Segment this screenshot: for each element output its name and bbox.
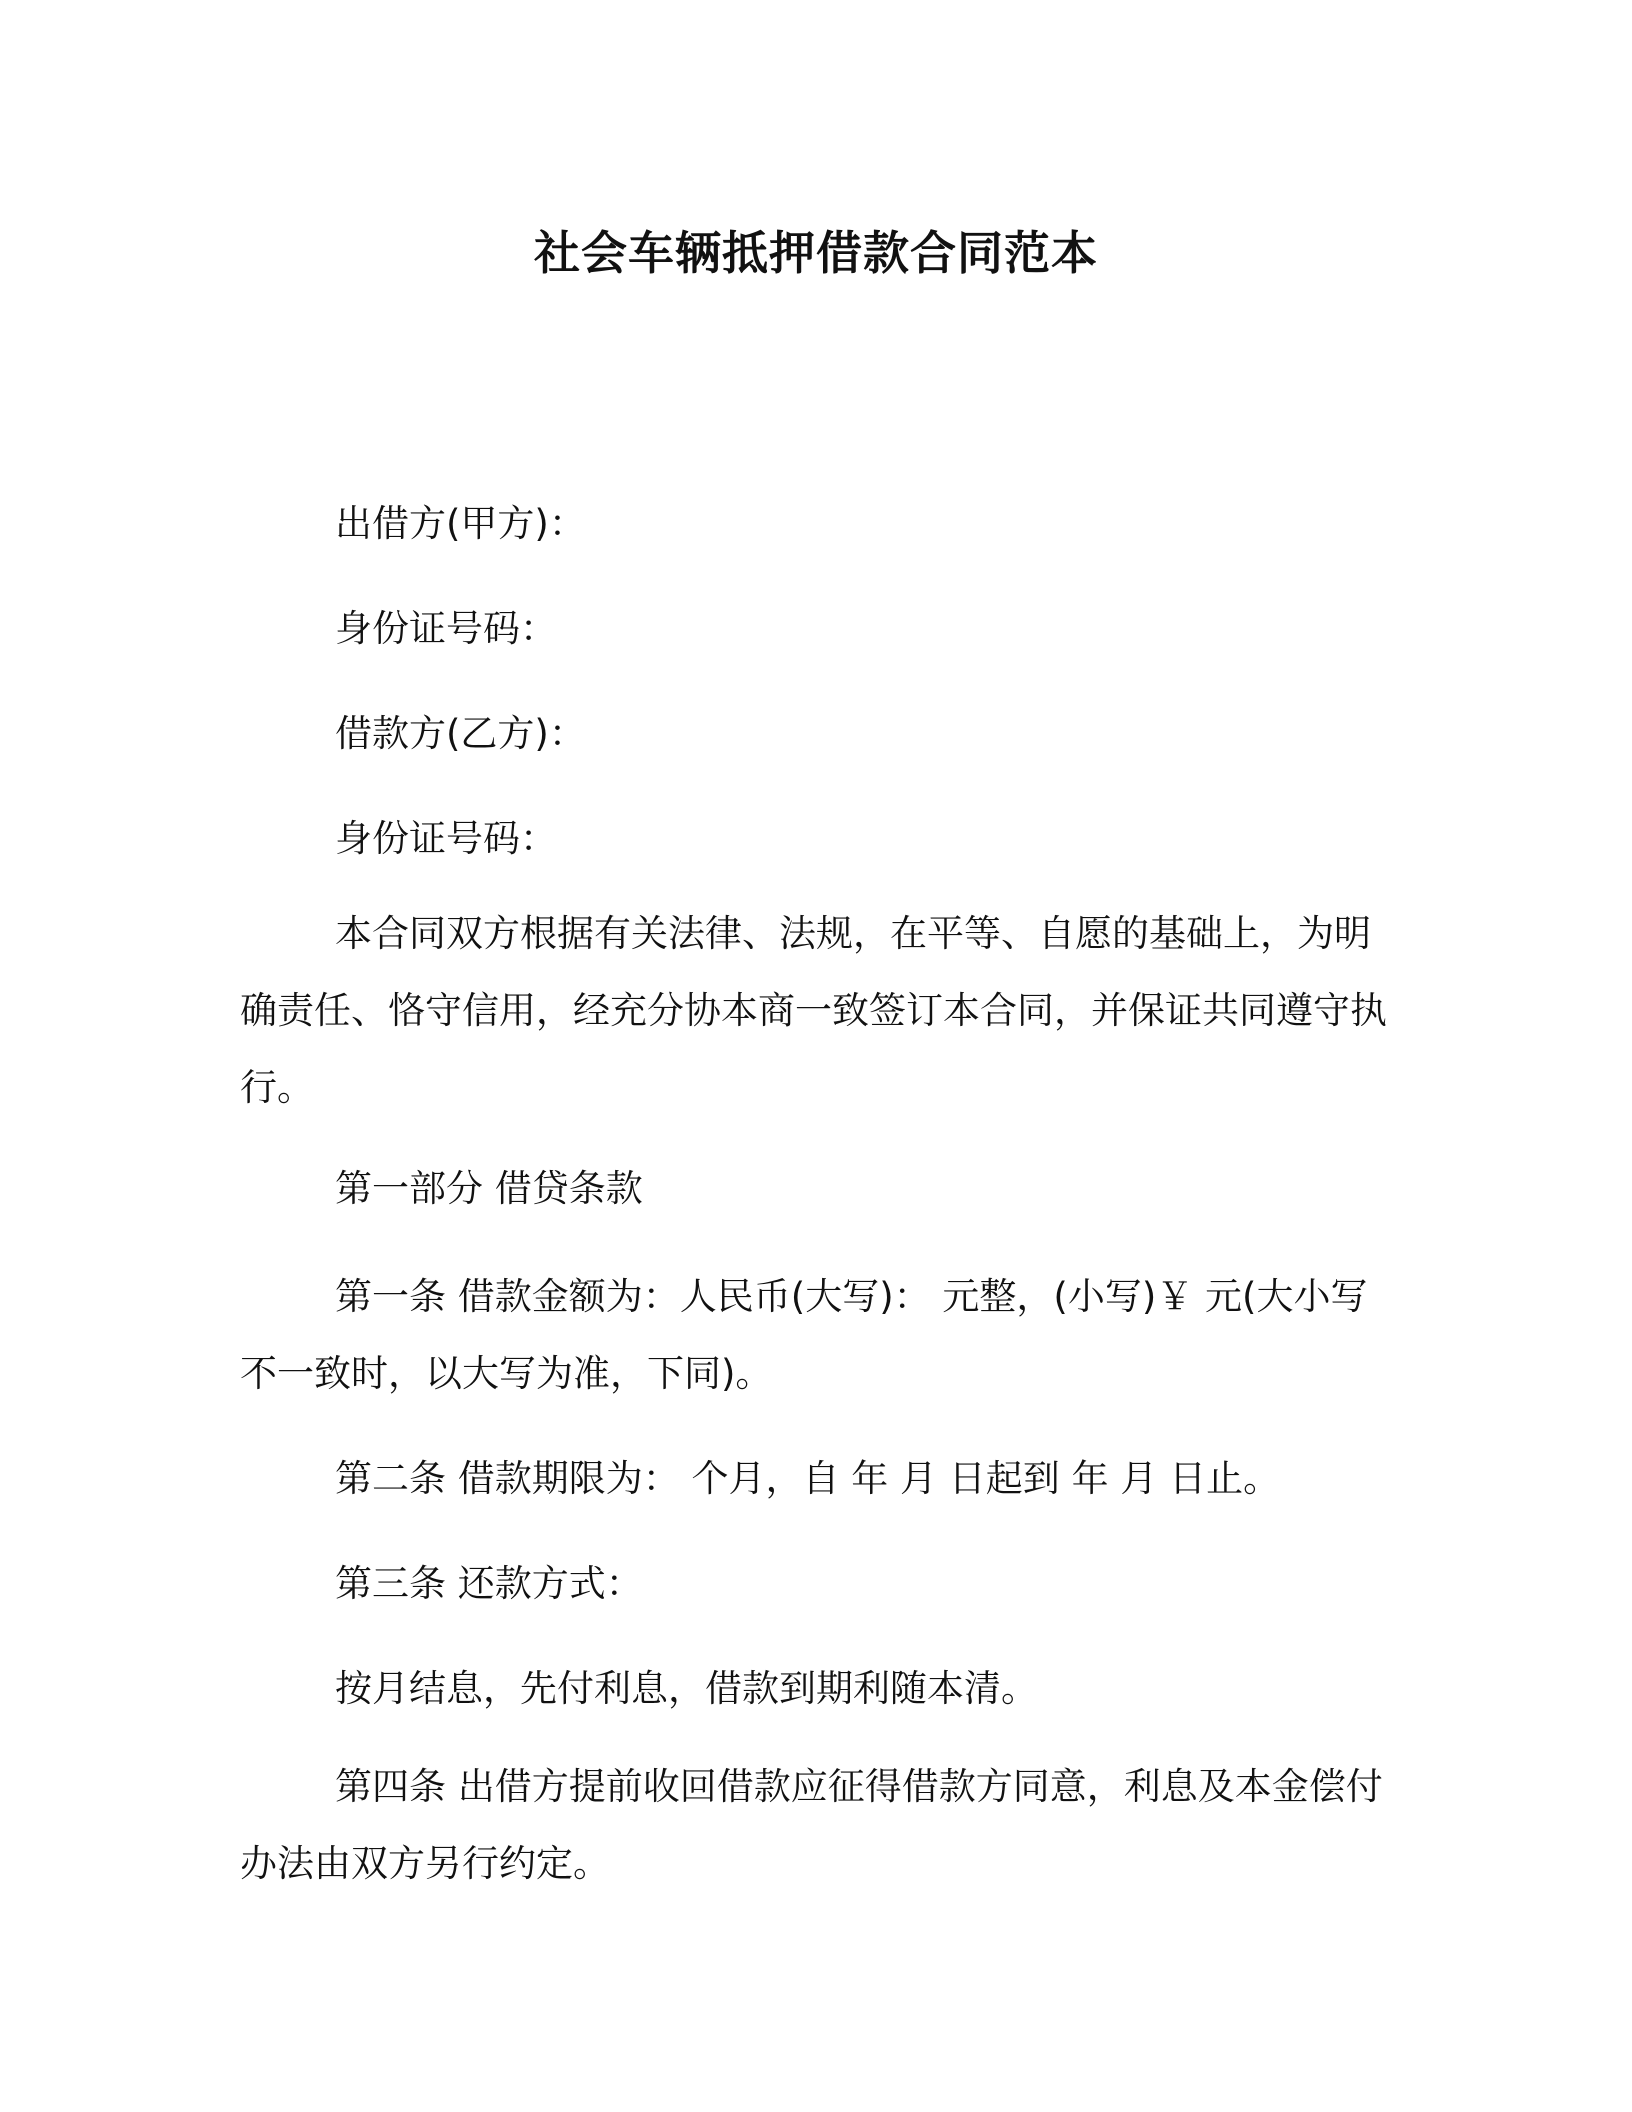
document-title: 社会车辆抵押借款合同范本 xyxy=(534,226,1098,280)
article-one-paragraph: 第一条 借款金额为：人民币(大写)： 元整，(小写)￥ 元(大小写不一致时，以大写为准，下同)。 xyxy=(240,1275,1368,1395)
repayment-method-paragraph: 按月结息，先付利息，借款到期利随本清。 xyxy=(335,1667,1038,1710)
article-four-paragraph: 第四条 出借方提前收回借款应征得借款方同意，利息及本金偿付办法由双方另行约定。 xyxy=(240,1765,1383,1885)
article-three-heading: 第三条 还款方式： xyxy=(335,1562,643,1605)
article-two-paragraph: 第二条 借款期限为： 个月，自 年 月 日起到 年 月 日止。 xyxy=(335,1457,1281,1500)
borrower-id-field: 身份证号码： xyxy=(335,817,557,860)
lender-field: 出借方(甲方)： xyxy=(335,502,586,545)
lender-id-field: 身份证号码： xyxy=(335,607,557,650)
borrower-field: 借款方(乙方)： xyxy=(335,712,586,755)
preamble-paragraph: 本合同双方根据有关法律、法规，在平等、自愿的基础上，为明确责任、恪守信用，经充分协本商一致签订本合同，并保证共同遵守执行。 xyxy=(240,912,1387,1109)
part-one-heading: 第一部分 借贷条款 xyxy=(335,1167,643,1210)
